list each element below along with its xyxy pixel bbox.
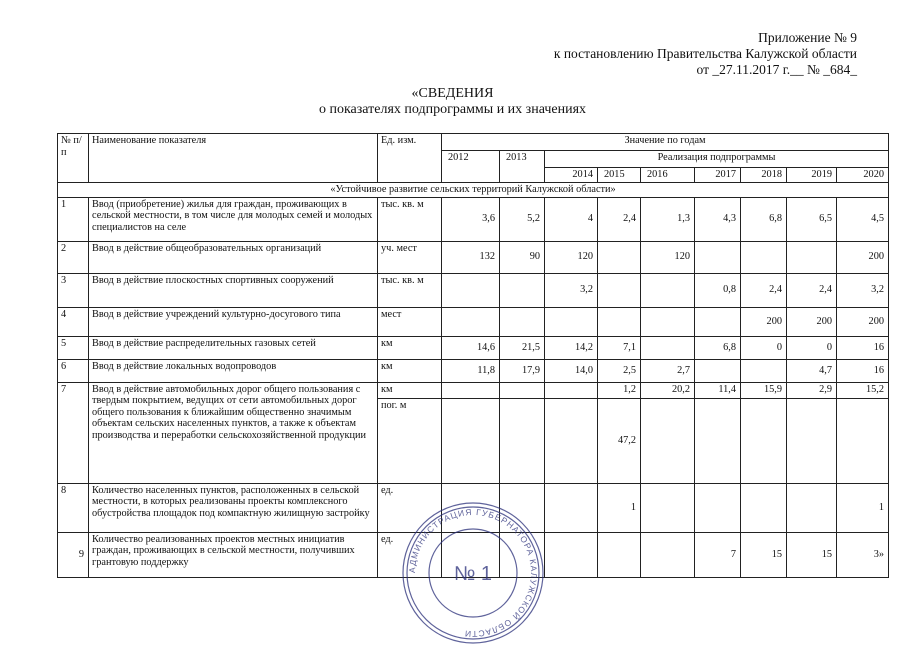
unit-cell: мест [378,307,442,336]
appendix-number: Приложение № 9 [758,30,857,45]
value-cell [500,307,545,336]
row-number: 2 [58,241,89,273]
section-title: «Устойчивое развитие сельских территорий Калужской области» [58,183,889,198]
unit-cell: ед. [378,532,442,577]
value-cell: 3,2 [837,273,889,307]
value-cell [741,398,787,483]
value-cell: 15 [787,532,837,577]
value-cell: 14,0 [545,359,598,382]
value-cell: 3,6 [442,197,500,241]
value-cell [837,398,889,483]
appendix-decree: к постановлению Правительства Калужской области [553,46,857,61]
value-cell [598,532,641,577]
value-cell [500,382,545,398]
header-year-2015: 2015 [598,168,641,183]
value-cell [641,532,695,577]
value-cell: 4 [545,197,598,241]
value-cell: 200 [837,307,889,336]
value-cell: 4,5 [837,197,889,241]
value-cell: 17,9 [500,359,545,382]
official-seal [398,498,548,648]
value-cell: 132 [442,241,500,273]
value-cell: 11,4 [695,382,741,398]
row-number: 5 [58,336,89,359]
value-cell [545,483,598,532]
value-cell: 20,2 [641,382,695,398]
unit-cell: пог. м [378,398,442,483]
seal-ring-text: АДМИНИСТРАЦИЯ ГУБЕРНАТОРА КАЛУЖСКОЙ ОБЛАСТИ [406,506,540,640]
table-row [58,359,889,382]
value-cell: 6,8 [695,336,741,359]
document-title [0,86,905,118]
appendix-date: от _27.11.2017 г.__ № _684_ [696,62,857,77]
value-cell: 1,2 [598,382,641,398]
value-cell: 2,4 [741,273,787,307]
value-cell [695,359,741,382]
value-cell [741,241,787,273]
indicator-name: Ввод в действие автомобильных дорог общего пользования с твердым покрытием, ведущих от сети автомобильных дорог общего пользования к ближайшим общественно значимым объектам сельских населенных пунктов, а также к объектам производства и переработки сельскохозяйственной продукции [89,382,378,483]
value-cell [641,483,695,532]
table-row [58,382,889,398]
value-cell [545,307,598,336]
header-year-2018: 2018 [741,168,787,183]
value-cell: 16 [837,336,889,359]
value-cell [500,398,545,483]
appendix-header [554,30,857,78]
value-cell: 14,6 [442,336,500,359]
value-cell: 120 [545,241,598,273]
value-cell [545,382,598,398]
value-cell: 1,3 [641,197,695,241]
table-row [58,273,889,307]
value-cell: 11,8 [442,359,500,382]
unit-cell: уч. мест [378,241,442,273]
value-cell: 0 [741,336,787,359]
header-year-2020: 2020 [837,168,889,183]
value-cell: 7,1 [598,336,641,359]
value-cell: 2,4 [787,273,837,307]
value-cell: 3,2 [545,273,598,307]
header-year-2019: 2019 [787,168,837,183]
value-cell: 3» [837,532,889,577]
unit-cell: ед. [378,483,442,532]
value-cell [598,273,641,307]
header-num: № п/п [58,134,89,183]
header-values-by-year: Значение по годам [442,134,889,151]
unit-cell: км [378,359,442,382]
table-row [58,241,889,273]
value-cell: 15,2 [837,382,889,398]
value-cell [641,336,695,359]
value-cell: 4,7 [787,359,837,382]
header-year-2016: 2016 [641,168,695,183]
value-cell: 1 [837,483,889,532]
value-cell: 6,8 [741,197,787,241]
row-number: 4 [58,307,89,336]
value-cell: 6,5 [787,197,837,241]
value-cell [545,398,598,483]
value-cell [741,483,787,532]
header-year-2012: 2012 [442,151,500,183]
value-cell: 21,5 [500,336,545,359]
row-number: 9 [58,532,89,577]
value-cell [695,398,741,483]
indicator-name: Количество реализованных проектов местных инициатив граждан, проживающих в сельской местности, получивших грантовую поддержку [89,532,378,577]
unit-cell: км [378,382,442,398]
title-line-2: о показателях подпрограммы и их значениях [318,102,587,117]
value-cell: 14,2 [545,336,598,359]
value-cell [500,273,545,307]
header-name: Наименование показателя [89,134,378,183]
value-cell [695,483,741,532]
indicator-name: Ввод в действие плоскостных спортивных сооружений [89,273,378,307]
indicator-name: Ввод в действие общеобразовательных организаций [89,241,378,273]
header-year-2017: 2017 [695,168,741,183]
header-unit: Ед. изм. [378,134,442,183]
value-cell: 200 [837,241,889,273]
row-number: 3 [58,273,89,307]
value-cell: 15,9 [741,382,787,398]
value-cell [442,307,500,336]
value-cell [442,398,500,483]
indicator-name: Ввод в действие учреждений культурно-досугового типа [89,307,378,336]
value-cell [787,483,837,532]
header-year-2014: 2014 [545,168,598,183]
table-row [58,197,889,241]
value-cell [741,359,787,382]
title-line-1: «СВЕДЕНИЯ [411,86,494,101]
value-cell: 16 [837,359,889,382]
value-cell: 4,3 [695,197,741,241]
value-cell: 1 [598,483,641,532]
value-cell [442,273,500,307]
value-cell: 5,2 [500,197,545,241]
value-cell: 200 [787,307,837,336]
row-number: 1 [58,197,89,241]
header-realization: Реализация подпрограммы [545,151,889,168]
indicator-name: Ввод (приобретение) жилья для граждан, проживающих в сельской местности, в том числе для молодых семей и молодых специалистов на селе [89,197,378,241]
seal-center-text: № 1 [453,563,493,585]
value-cell: 7 [695,532,741,577]
unit-cell: км [378,336,442,359]
row-number: 6 [58,359,89,382]
value-cell [787,398,837,483]
value-cell: 120 [641,241,695,273]
value-cell [442,382,500,398]
indicator-name: Ввод в действие локальных водопроводов [89,359,378,382]
value-cell [695,307,741,336]
unit-cell: тыс. кв. м [378,273,442,307]
value-cell [641,307,695,336]
table-row [58,307,889,336]
value-cell [787,241,837,273]
row-number: 8 [58,483,89,532]
value-cell [598,241,641,273]
value-cell: 2,5 [598,359,641,382]
value-cell: 200 [741,307,787,336]
value-cell: 0,8 [695,273,741,307]
header-year-2013: 2013 [500,151,545,183]
value-cell [641,398,695,483]
value-cell: 2,9 [787,382,837,398]
indicator-name: Количество населенных пунктов, расположенных в сельской местности, в которых реализованы проекты комплексного обустройства площадок под компактную жилищную застройку [89,483,378,532]
indicator-name: Ввод в действие распределительных газовых сетей [89,336,378,359]
value-cell [641,273,695,307]
value-cell: 47,2 [598,398,641,483]
value-cell: 15 [741,532,787,577]
table-row [58,336,889,359]
value-cell: 0 [787,336,837,359]
value-cell [598,307,641,336]
value-cell: 2,4 [598,197,641,241]
unit-cell: тыс. кв. м [378,197,442,241]
value-cell [695,241,741,273]
value-cell [545,532,598,577]
value-cell: 2,7 [641,359,695,382]
value-cell: 90 [500,241,545,273]
row-number: 7 [58,382,89,483]
